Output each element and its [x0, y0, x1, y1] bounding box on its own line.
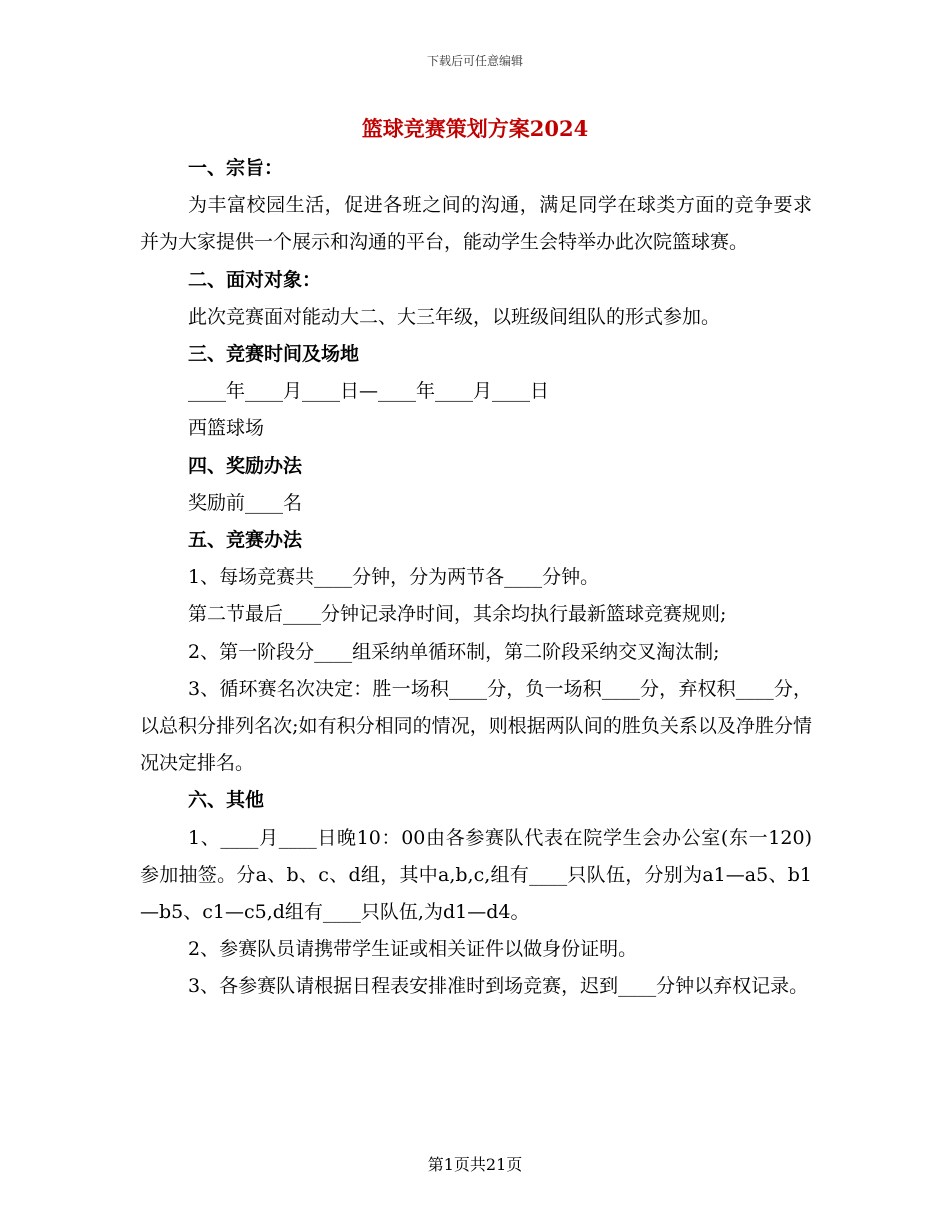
paragraph: 3、各参赛队请根据日程表安排准时到场竞赛，迟到____分钟以弃权记录。 [188, 975, 809, 998]
document-body [140, 150, 812, 1006]
section-heading-purpose: 一、宗旨： [188, 157, 284, 179]
page-footer: 第1页共21页 [427, 1155, 523, 1174]
paragraph: 2、第一阶段分____组采纳单循环制，第二阶段采纳交叉淘汰制; [188, 640, 720, 663]
document-title: 篮球竞赛策划方案2024 [361, 116, 589, 141]
paragraph: ____年____月____日—____年____月____日 [188, 380, 550, 403]
section-heading-rewards: 四、奖励办法 [188, 454, 303, 477]
paragraph: 2、参赛队员请携带学生证或相关证件以做身份证明。 [188, 938, 638, 961]
section-heading-rules: 五、竞赛办法 [188, 529, 303, 552]
section-heading-other: 六、其他 [188, 789, 265, 812]
paragraph: 此次竞赛面对能动大二、大三年级，以班级间组队的形式参加。 [188, 305, 721, 328]
page-header: 下载后可任意编辑 [426, 54, 523, 68]
paragraph: 第二节最后____分钟记录净时间，其余均执行最新篮球竞赛规则; [188, 603, 727, 626]
section-heading-audience: 二、面对对象： [188, 268, 322, 291]
paragraph: 1、____月____日晚10：00由各参赛队代表在院学生会办公室(东一120)参加抽签。分a、b、c、d组，其中a,b,c,组有____只队伍，分别为a1—a5、b1—b5、c1—c5,d组有____只队伍,为d1—d4。 [140, 826, 812, 924]
section-heading-time-venue: 三、竞赛时间及场地 [188, 343, 360, 366]
paragraph: 1、每场竞赛共____分钟，分为两节各____分钟。 [188, 566, 600, 589]
paragraph: 为丰富校园生活，促进各班之间的沟通，满足同学在球类方面的竞争要求并为大家提供一个展示和沟通的平台，能动学生会特举办此次院篮球赛。 [140, 194, 812, 254]
paragraph: 西篮球场 [188, 417, 265, 440]
paragraph: 3、循环赛名次决定：胜一场积____分，负一场积____分，弃权积____分，以总积分排列名次;如有积分相同的情况，则根据两队间的胜负关系以及净胜分情况决定排名。 [140, 677, 812, 775]
paragraph: 奖励前____名 [188, 491, 303, 514]
